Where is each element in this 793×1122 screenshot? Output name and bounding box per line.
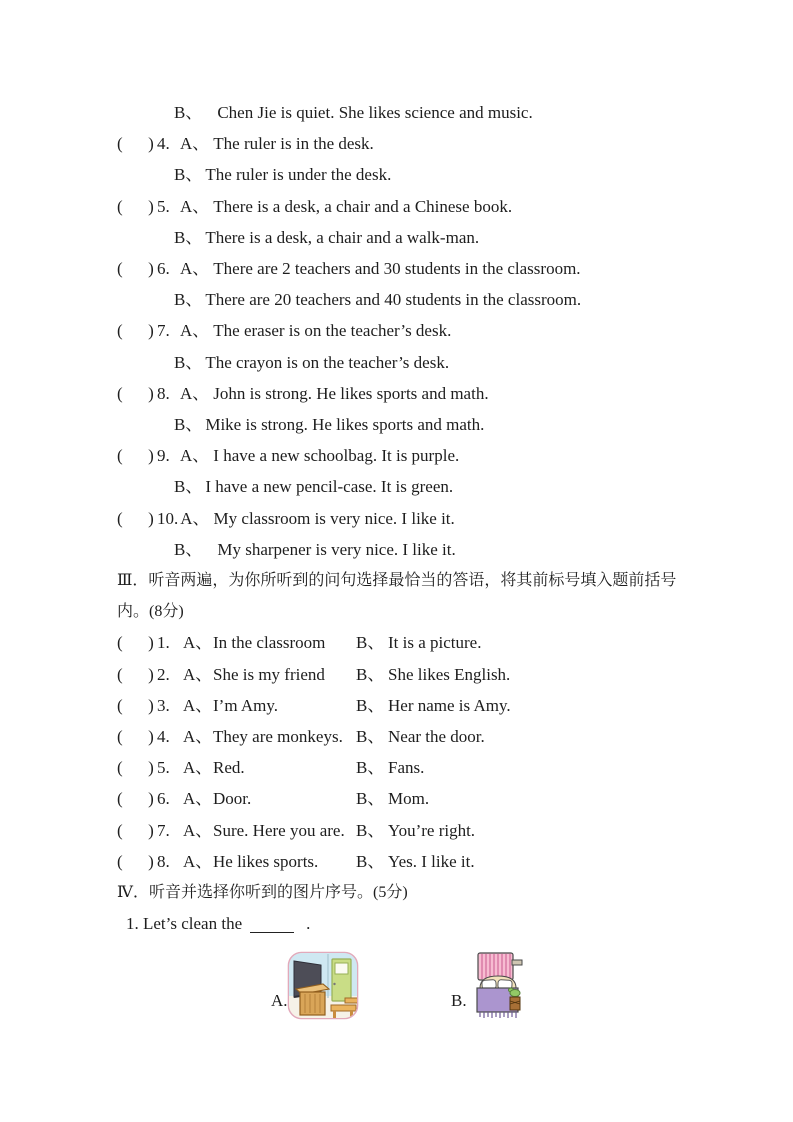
option-b-label: B、 <box>174 227 203 247</box>
option-a-text: Sure. Here you are. <box>213 820 345 840</box>
item-number: 5. <box>157 196 170 216</box>
answer-paren: ( ) <box>117 196 154 216</box>
option-a-line <box>117 191 717 222</box>
listening-item-6 <box>117 253 717 315</box>
option-b-line-3 <box>174 97 717 128</box>
answer-paren: ( ) <box>117 134 154 154</box>
answer-paren: ( ) <box>117 383 154 403</box>
section-ii-options <box>117 97 717 565</box>
option-a-label: A、 <box>180 196 210 216</box>
item-number: 2. <box>157 664 170 684</box>
option-a-text: Door. <box>213 789 252 809</box>
listening-item-5 <box>117 191 717 253</box>
option-a-text: The eraser is on the teacher’s desk. <box>213 321 452 341</box>
option-a-label: A、 <box>183 851 213 871</box>
option-b-text: The ruler is under the desk. <box>205 165 392 185</box>
picture-option-b-label: B. <box>451 991 467 1010</box>
option-a-text: She is my friend <box>213 664 325 684</box>
option-b-text: Chen Jie is quiet. She likes science and music. <box>217 103 533 122</box>
answer-paren: ( ) <box>117 789 154 809</box>
picture-option-a-label: A. <box>271 991 288 1010</box>
option-a-label: A、 <box>180 508 210 528</box>
option-a-label: A、 <box>183 633 213 653</box>
option-a-label: A、 <box>180 321 210 341</box>
option-b-label: B、 <box>174 352 203 372</box>
classroom-image <box>287 951 359 1026</box>
option-a-line <box>117 440 717 471</box>
listening-item-10 <box>117 503 717 565</box>
option-b-label: B、 <box>174 415 203 435</box>
option-a-label: A、 <box>183 664 213 684</box>
option-b-label: B、 <box>356 727 385 747</box>
option-a-text: I’m Amy. <box>213 695 279 715</box>
option-b-text: Yes. I like it. <box>388 851 475 871</box>
option-a-label: A、 <box>183 789 213 809</box>
item-number: 3. <box>157 695 170 715</box>
item-number: 9. <box>157 446 170 466</box>
option-b-text: She likes English. <box>388 664 511 684</box>
listening-item-9 <box>117 440 717 502</box>
option-a-text: John is strong. He likes sports and math. <box>213 383 489 403</box>
option-b-label: B、 <box>356 758 385 778</box>
option-a-text: There are 2 teachers and 30 students in the classroom. <box>213 259 581 279</box>
page-content <box>117 97 717 939</box>
item-number: 7. <box>157 321 170 341</box>
option-b-label: B、 <box>356 820 385 840</box>
answer-paren: ( ) <box>117 695 154 715</box>
option-a-label: A、 <box>180 259 210 279</box>
response-item-5 <box>117 752 717 783</box>
item-number: 4. <box>157 134 170 154</box>
listening-item-8 <box>117 378 717 440</box>
response-item-3 <box>117 690 717 721</box>
item-number: 5. <box>157 758 170 778</box>
question-1 <box>126 908 717 939</box>
item-number: 10. <box>157 508 179 528</box>
option-a-line <box>117 503 717 534</box>
option-b-text: Her name is Amy. <box>388 695 511 715</box>
option-b-label: B、 <box>174 290 203 310</box>
section-iii-heading-line2: 内。(8分) <box>117 603 184 621</box>
option-b-label: B、 <box>356 695 385 715</box>
option-b-line <box>174 159 717 190</box>
section-iv-heading: Ⅳ．听音并选择你听到的图片序号。(5分) <box>117 884 408 902</box>
option-a-label: A、 <box>183 695 213 715</box>
question-period: . <box>306 914 311 934</box>
response-item-6 <box>117 783 717 814</box>
option-a-text: The ruler is in the desk. <box>213 134 374 154</box>
option-b-text: Mom. <box>388 789 430 809</box>
option-b-line <box>174 409 717 440</box>
option-a-label: A、 <box>183 820 213 840</box>
answer-paren: ( ) <box>117 633 154 653</box>
option-b-line <box>174 347 717 378</box>
answer-paren: ( ) <box>117 851 154 871</box>
option-a-line <box>117 378 717 409</box>
option-a-text: In the classroom <box>213 633 326 653</box>
section-iii <box>117 565 717 877</box>
listening-item-4 <box>117 128 717 190</box>
option-b-line <box>174 284 717 315</box>
option-b-text: My sharpener is very nice. I like it. <box>217 539 456 559</box>
answer-paren: ( ) <box>117 446 154 466</box>
option-a-text: There is a desk, a chair and a Chinese book. <box>213 196 513 216</box>
item-number: 8. <box>157 383 170 403</box>
response-item-1 <box>117 627 717 658</box>
option-b-label: B、 <box>356 789 385 809</box>
option-b-label: B、 <box>356 633 385 653</box>
option-b-line <box>174 222 717 253</box>
section-iv <box>117 877 717 939</box>
fill-in-blank <box>250 915 294 933</box>
question-text: 1. Let’s clean the <box>126 914 243 934</box>
option-b-text: It is a picture. <box>388 633 482 653</box>
option-b-text: Near the door. <box>388 727 485 747</box>
item-number: 7. <box>157 820 170 840</box>
option-b-line <box>174 534 717 565</box>
item-number: 6. <box>157 789 170 809</box>
answer-paren: ( ) <box>117 508 154 528</box>
item-number: 8. <box>157 851 170 871</box>
option-b-text: I have a new pencil-case. It is green. <box>205 477 454 497</box>
option-a-label: A、 <box>183 758 213 778</box>
option-b-label: B、 <box>356 851 385 871</box>
option-b-text: The crayon is on the teacher’s desk. <box>205 352 450 372</box>
option-a-text: Red. <box>213 758 245 778</box>
option-b-label: B、 <box>174 477 203 497</box>
answer-paren: ( ) <box>117 321 154 341</box>
option-b-line <box>174 471 717 502</box>
response-item-7 <box>117 815 717 846</box>
section-iii-heading-line1: Ⅲ．听音两遍，为你所听到的问句选择最恰当的答语，将其前标号填入题前括号 <box>117 572 677 590</box>
option-b-text: Mike is strong. He likes sports and math. <box>205 415 485 435</box>
response-item-4 <box>117 721 717 752</box>
item-number: 4. <box>157 727 170 747</box>
answer-paren: ( ) <box>117 259 154 279</box>
option-b-label: B、 <box>174 103 203 122</box>
option-a-line <box>117 315 717 346</box>
option-b-text: You’re right. <box>388 820 476 840</box>
option-a-label: A、 <box>183 727 213 747</box>
item-number: 6. <box>157 259 170 279</box>
option-a-text: I have a new schoolbag. It is purple. <box>213 446 460 466</box>
option-a-label: A、 <box>180 446 210 466</box>
option-b-label: B、 <box>174 165 203 185</box>
option-a-line <box>117 128 717 159</box>
option-b-text: There is a desk, a chair and a walk-man. <box>205 227 480 247</box>
bedroom-image <box>475 951 523 1026</box>
option-b-text: Fans. <box>388 758 425 778</box>
item-number: 1. <box>157 633 170 653</box>
listening-item-7 <box>117 315 717 377</box>
response-item-8 <box>117 846 717 877</box>
answer-paren: ( ) <box>117 664 154 684</box>
option-a-text: They are monkeys. <box>213 727 343 747</box>
option-a-label: A、 <box>180 134 210 154</box>
answer-paren: ( ) <box>117 758 154 778</box>
option-a-text: My classroom is very nice. I like it. <box>213 508 455 528</box>
answer-paren: ( ) <box>117 727 154 747</box>
option-a-line <box>117 253 717 284</box>
option-a-label: A、 <box>180 383 210 403</box>
option-b-label: B、 <box>356 664 385 684</box>
answer-paren: ( ) <box>117 820 154 840</box>
option-b-text: There are 20 teachers and 40 students in the classroom. <box>205 290 582 310</box>
option-a-text: He likes sports. <box>213 851 319 871</box>
option-b-label: B、 <box>174 539 203 559</box>
response-item-2 <box>117 659 717 690</box>
